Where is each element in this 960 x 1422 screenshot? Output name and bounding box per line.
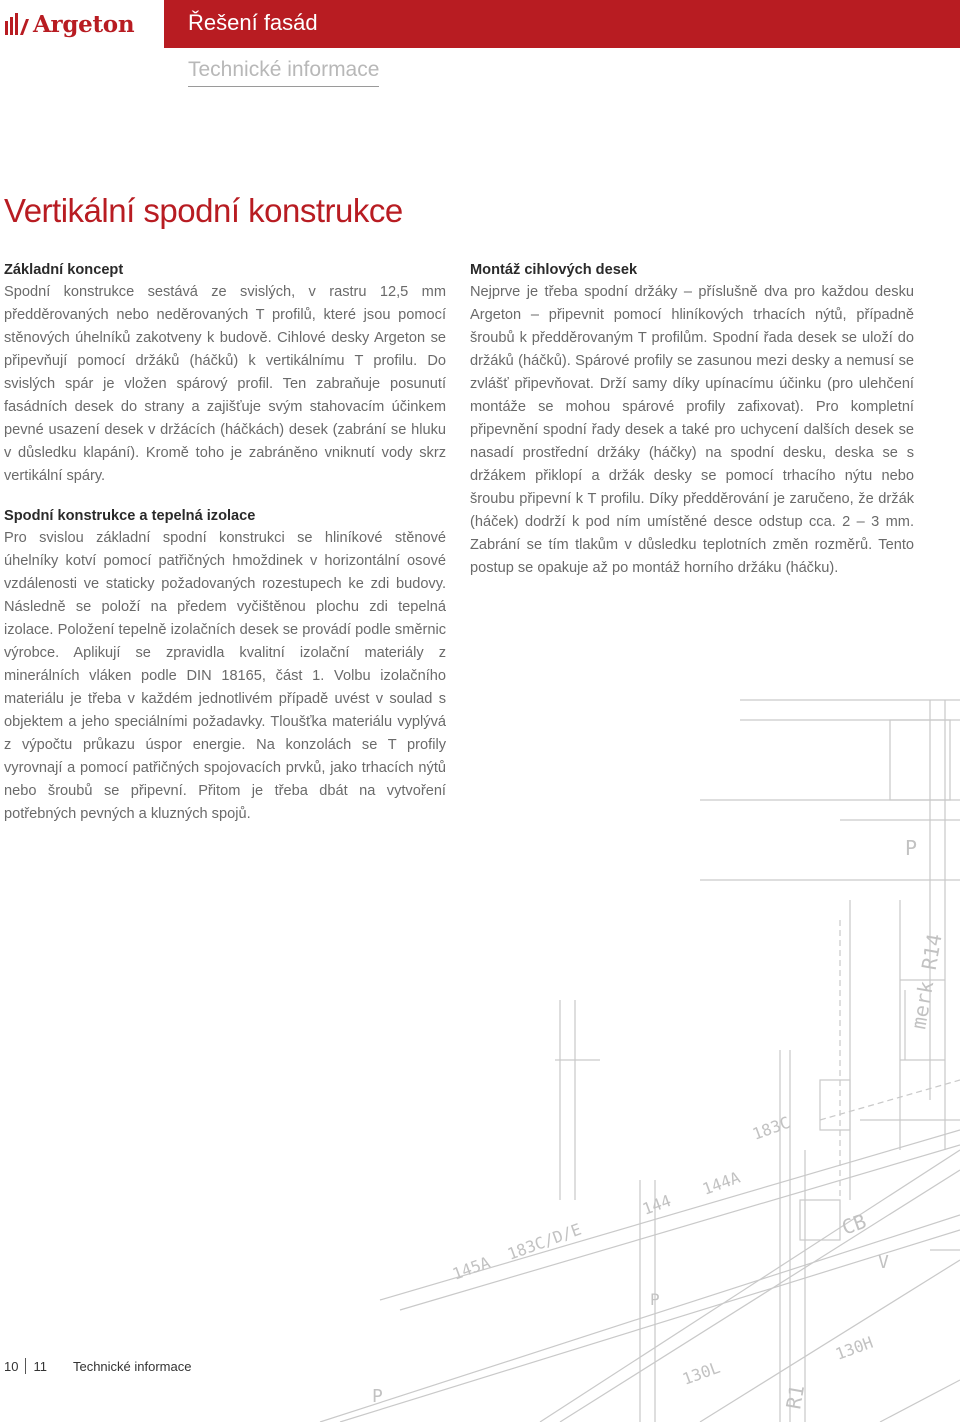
section-body: Spodní konstrukce sestává ze svislých, v rastru 12,5 mm předděrovaných nebo neděrovaných T profilů, které jsou pomocí stěnových úhelníků zakotveny k budově. Cihlové desky Argeton se připevňují pomocí držáků (háčků) k vertikálnímu T profilu. Do svislých spár je vložen spárový profil. Ten zabraňuje posunutí fasádních desek do strany a zajišťuje svým stahovacím účinkem pevné usazení desek v držácích (háčkách) desek (zabrání se hluku v důsledku klapání). Kromě toho je zabráněno vniknutí vody skrz vertikální spáry. [4, 284, 446, 484]
page-number-right: 11 [33, 1358, 47, 1374]
drawing-label: 130L [679, 1357, 723, 1389]
drawing-label: 145A [449, 1252, 493, 1284]
section-body: Nejprve je třeba spodní držáky – příslušně dva pro každou desku Argeton – připevnit pomocí hliníkových trhacích nýtů, případně šroubů k předděrovaným T profilům. Spodní řada desek se uloží do držáků (háčků). Spárové profily se zasunou mezi desky a nemusí se zvlášť připevňovat. Drží samy díky upínacímu účinku (pro ulehčení montáže se mohou spárové profily zafixovat). Pro kompletní připevnění spodní řady desek a také pro uchycení dalších desek se nasadí prostřední držáky (háčky) na spodní desku, deska se s držákem přiklopí a držák desky se pomocí trhacího nýtu nebo šroubu připevní k T profilu. Díky předděrování je zaručeno, že držák (háček) dodrží k pod ním umístěné desce odstup cca. 2 – 3 mm. Zabrání se tím tlakům v důsledku teplotních změn rozměrů. Tento postup se opakuje až po montáž horního držáku (háčku). [470, 284, 914, 576]
section-heading: Spodní konstrukce a tepelná izolace [4, 508, 256, 524]
subtitle: Technické informace [188, 58, 379, 87]
logo[interactable] [0, 0, 164, 48]
logo-text: Argeton [33, 10, 135, 38]
drawing-label: P [650, 1290, 660, 1309]
drawing-label: P [372, 1386, 383, 1407]
section-title: Řešení fasád [188, 10, 318, 35]
drawing-label: 144 [639, 1191, 674, 1219]
drawing-label: 183C [749, 1112, 793, 1144]
page-title: Vertikální spodní konstrukce [4, 192, 403, 229]
page-number-left: 10 [4, 1358, 19, 1374]
left-column [4, 260, 446, 826]
argeton-logo-icon [4, 11, 30, 37]
section-heading: Základní koncept [4, 262, 124, 278]
footer-label: Technické informace [72, 1358, 192, 1374]
header-band [164, 0, 960, 48]
drawing-label: CB [838, 1208, 870, 1240]
page-separator [25, 1358, 26, 1374]
section-body: Pro svislou základní spodní konstrukci se hliníkové stěnové úhelníky kotví pomocí patřičných hmoždinek v horizontální osové vzdálenosti ve staticky požadovaných rozestupech ke zdi budovy. Následně se položí na předem vyčištěnou plochu zdi tepelná izolace. Položení tepelně izolačních desek se provádí podle směrnic výrobce. Aplikují se zpravidla kvalitní izolační materiály z minerálních vláken podle DIN 18165, část 1. Volbu izolačního materiálu je třeba v každém jednotlivém případě uvést v soulad s objektem a jeho speciálními požadavky. Tloušťka materiálu vyplývá z výpočtu průkazu úspor energie. Na konzolách se T profily vyrovnají a pomocí patřičných spojovacích prvků, jako trhacích nýtů nebo šroubů se připevní. Přitom je třeba dbát na vytvoření potřebných pevných a kluzných spojů. [4, 530, 446, 822]
drawing-label: 130H [832, 1332, 876, 1364]
right-column [470, 260, 914, 580]
section-heading: Montáž cihlových desek [470, 262, 638, 278]
drawing-label: 183C/D/E [504, 1219, 584, 1264]
page-footer [4, 1358, 191, 1374]
drawing-label: P [905, 836, 918, 860]
drawing-label: V [878, 1252, 889, 1273]
drawing-label: R1 [781, 1382, 810, 1411]
drawing-label: merk R14 [906, 931, 947, 1031]
drawing-label: 144A [699, 1167, 743, 1199]
